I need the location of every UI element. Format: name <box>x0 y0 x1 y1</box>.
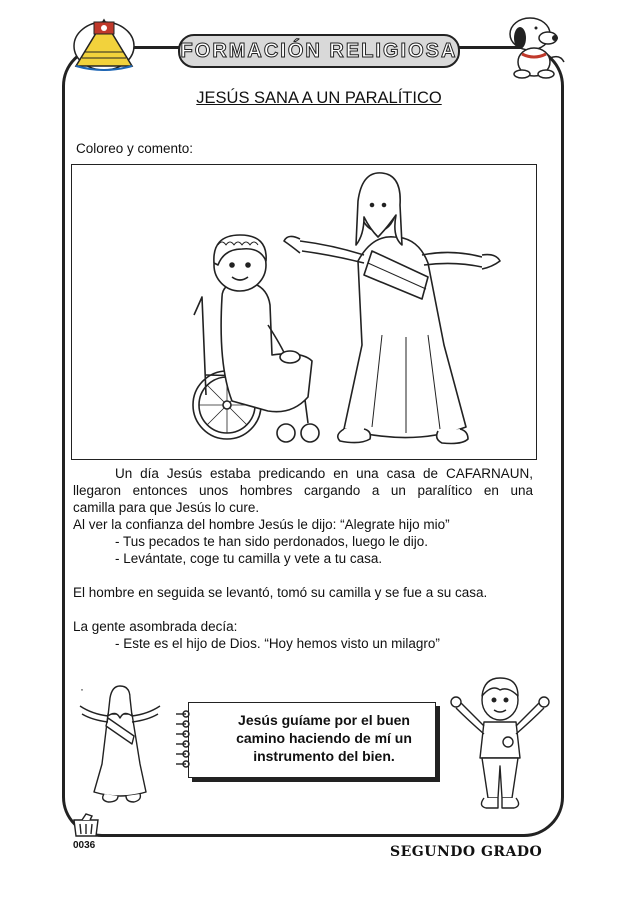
story-line: Al ver la confianza del hombre Jesús le dijo: “Alegrate hijo mio” <box>73 517 450 532</box>
story-line: - Tus pecados te han sido perdonados, luego le dijo. <box>115 534 428 549</box>
instruction-text: Coloreo y comento: <box>76 141 194 156</box>
worksheet-title-text: JESÚS SANA A UN PARALÍTICO <box>196 89 442 107</box>
story-line: Un día Jesús estaba predicando en una casa de CAFARNAUN, <box>115 466 533 481</box>
story-line: - Este es el hijo de Dios. “Hoy hemos visto un milagro” <box>115 636 440 651</box>
story-line: El hombre en seguida se levantó, tomó su camilla y se fue a su casa. <box>73 585 488 600</box>
recycle-bin-icon <box>68 812 108 838</box>
prayer-text <box>209 711 439 765</box>
school-crest-icon <box>68 12 142 74</box>
boy-figure-icon <box>450 672 550 812</box>
banner-title: FORMACIÓN RELIGIOSA <box>180 39 458 62</box>
story-text <box>73 465 533 652</box>
spiral-binding-icon <box>174 710 194 774</box>
snoopy-icon <box>488 8 580 80</box>
page-number: 0036 <box>73 840 96 851</box>
prayer-line: camino haciendo de mí un <box>236 730 412 746</box>
stray-mark: · <box>80 682 84 696</box>
jesus-figure-icon <box>74 684 166 804</box>
story-line: La gente asombrada decía: <box>73 619 238 634</box>
prayer-card <box>188 702 436 778</box>
grade-label: SEGUNDO GRADO <box>390 844 543 860</box>
worksheet-title <box>0 89 638 108</box>
story-line: camilla para que Jesús lo cure. <box>73 500 260 515</box>
illustration-box <box>71 164 537 460</box>
jesus-and-wheelchair-child-illustration <box>72 165 536 459</box>
story-line: llegaron entonces unos hombres cargando a un paralítico en una <box>73 483 533 498</box>
story-line: - Levántate, coge tu camilla y vete a tu casa. <box>115 551 383 566</box>
prayer-line: Jesús guíame por el buen <box>238 712 410 728</box>
subject-banner <box>178 34 460 68</box>
prayer-line: instrumento del bien. <box>253 748 395 764</box>
prayer-note <box>174 702 438 780</box>
